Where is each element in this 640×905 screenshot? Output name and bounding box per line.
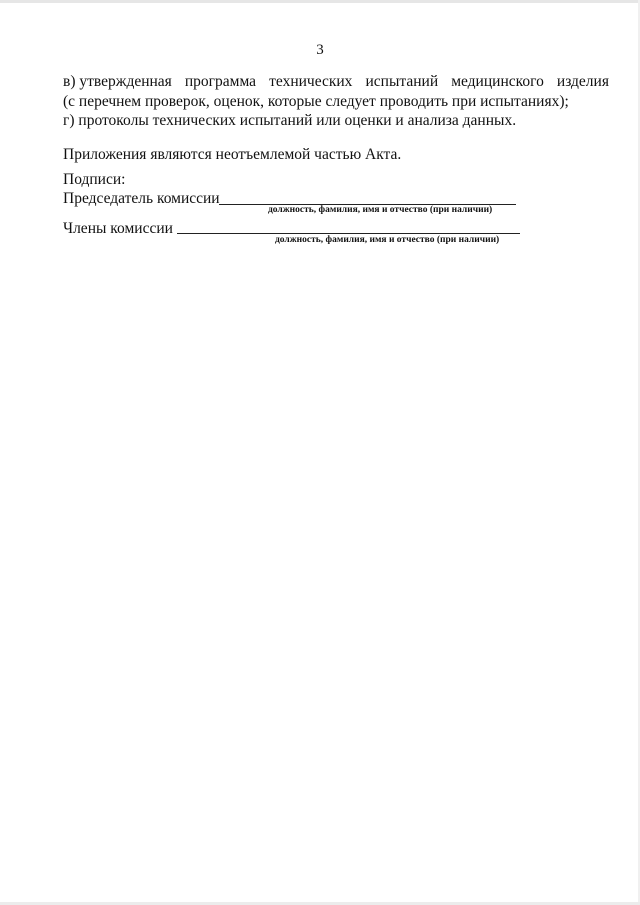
item-v-word: программа [184,73,257,90]
chairman-label: Председатель комиссии [63,190,220,207]
members-caption: должность, фамилия, имя и отчество (при наличии) [275,235,500,245]
members-label: Члены комиссии [63,220,173,237]
item-v-word: технических [269,73,353,90]
item-v-word: испытаний [365,73,439,90]
page-number: 3 [316,42,324,58]
page-top-edge [0,0,640,3]
item-v-word: изделия [556,73,609,90]
item-v-line-2: (с перечнем проверок, оценок, которые следует проводить при испытаниях); [63,93,569,110]
item-v-line-1 [63,72,609,92]
item-v-word: в) утвержденная [63,73,172,90]
item-v-word: медицинского [451,73,544,90]
chairman-caption: должность, фамилия, имя и отчество (при наличии) [268,205,493,215]
appendix-note: Приложения являются неотъемлемой частью Акта. [63,146,402,163]
members-signature-line[interactable] [177,233,520,234]
item-g: г) протоколы технических испытаний или оценки и анализа данных. [63,112,517,129]
signatures-heading: Подписи: [63,171,126,188]
